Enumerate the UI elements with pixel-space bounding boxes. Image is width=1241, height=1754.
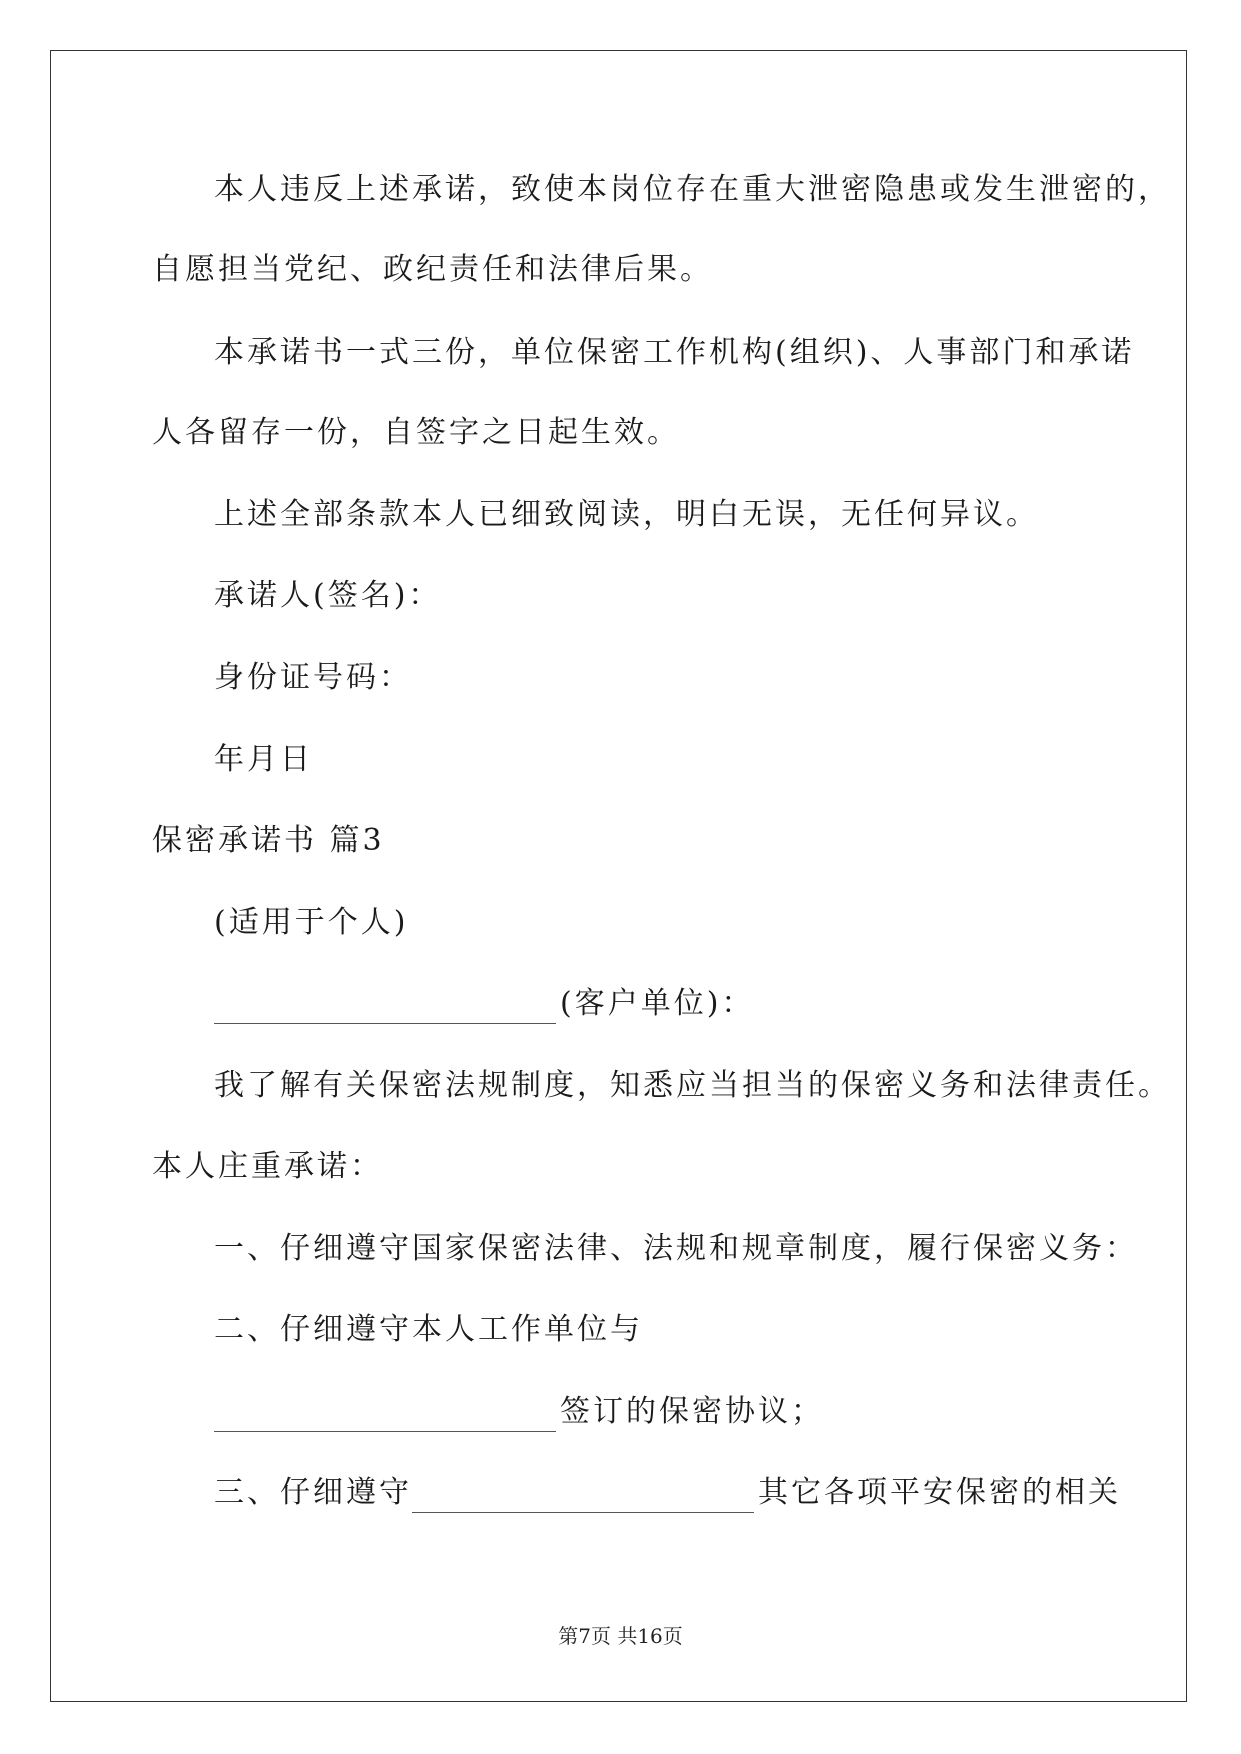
paragraph-line: (适用于个人) [214,905,409,940]
fill-blank [214,993,556,1024]
date-label: 年月日 [214,742,313,777]
clause-prefix: 三、仔细遵守 [214,1475,412,1510]
paragraph-line: 上述全部条款本人已细致阅读，明白无误，无任何异议。 [214,497,1039,532]
paragraph-line: 本人违反上述承诺，致使本岗位存在重大泄密隐患或发生泄密的， [214,172,1171,207]
fill-blank [214,1401,556,1432]
paragraph-line: 本人庄重承诺： [152,1149,383,1184]
client-unit-label: (客户单位)： [560,986,755,1021]
page-footer: 第7页 共16页 [558,1624,683,1648]
fill-blank [412,1482,754,1513]
id-number-label: 身份证号码： [214,660,412,695]
paragraph-line: 我了解有关保密法规制度，知悉应当担当的保密义务和法律责任。 [214,1068,1171,1103]
page-border [50,50,1187,1702]
client-unit-line [214,984,754,1024]
clause-line: 二、仔细遵守本人工作单位与 [214,1312,643,1347]
clause-line [214,1473,1121,1513]
paragraph-line: 自愿担当党纪、政纪责任和法律后果。 [152,252,713,287]
agreement-line [214,1392,824,1432]
signature-label: 承诺人(签名)： [214,578,442,613]
agreement-label: 签订的保密协议； [560,1394,824,1429]
paragraph-line: 人各留存一份，自签字之日起生效。 [152,415,680,450]
paragraph-line: 本承诺书一式三份，单位保密工作机构(组织)、人事部门和承诺 [214,335,1135,370]
section-heading: 保密承诺书 篇3 [152,823,385,858]
clause-line: 一、仔细遵守国家保密法律、法规和规章制度，履行保密义务： [214,1231,1138,1266]
clause-suffix: 其它各项平安保密的相关 [758,1475,1121,1510]
